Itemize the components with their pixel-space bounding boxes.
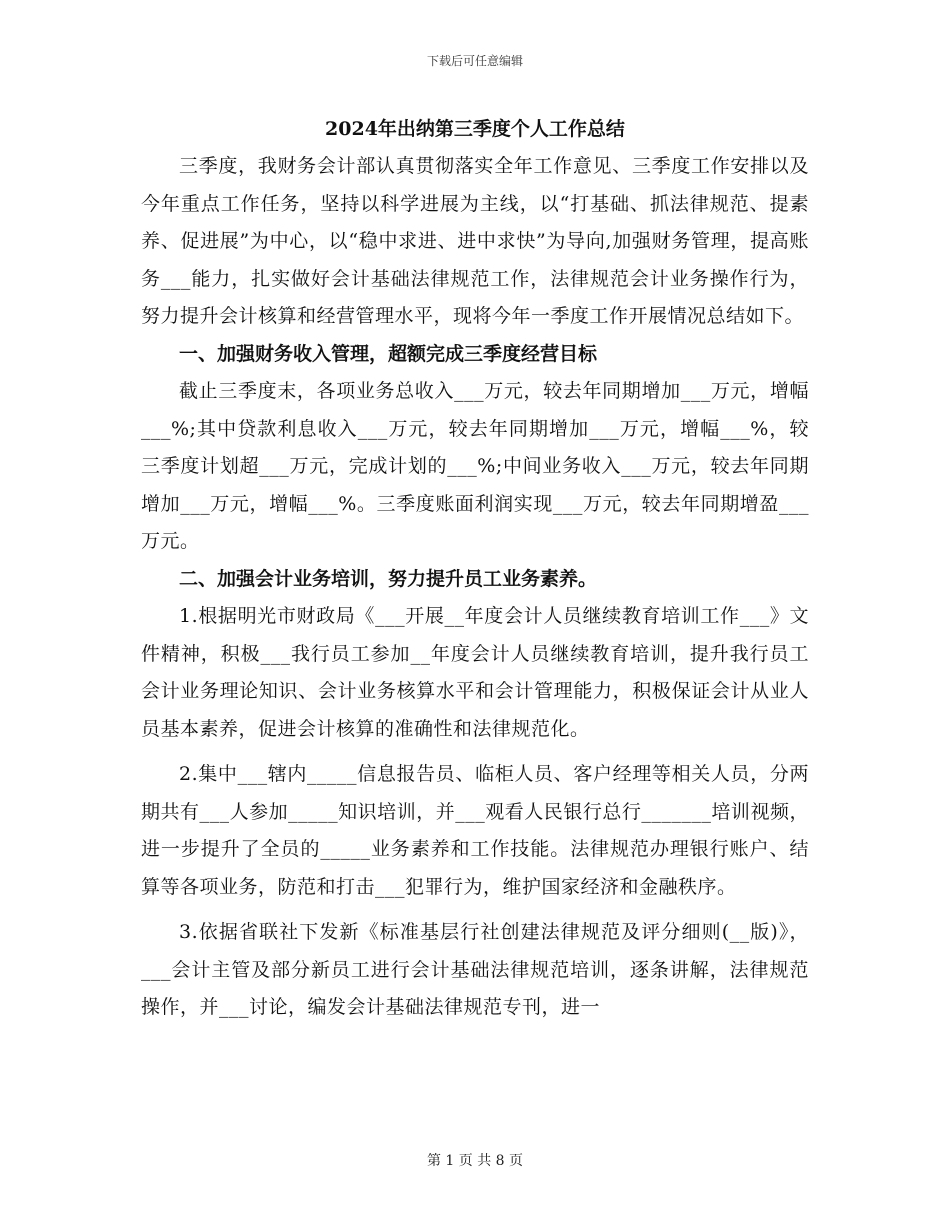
intro-paragraph: 三季度，我财务会计部认真贯彻落实全年工作意见、三季度工作安排以及今年重点工作任务，坚持以科学进展为主线，以“打基础、抓法律规范、提素养、促进展”为中心，以“稳中求进、进中求快”为导向,加强财务管理，提高账务___能力，扎实做好会计基础法律规范工作，法律规范会计业务操作行为，努力提升会计核算和经营管理水平，现将今年一季度工作开展情况总结如下。 — [141, 155, 809, 327]
document-body — [141, 112, 809, 1027]
section-1-heading: 一、加强财务收入管理，超额完成三季度经营目标 — [179, 342, 598, 365]
document-title: 2024年出纳第三季度个人工作总结 — [325, 118, 625, 140]
section-2-item-2: 2.集中___辖内_____信息报告员、临柜人员、客户经理等相关人员，分两期共有___人参加_____知识培训，并___观看人民银行总行_______培训视频，进一步提升了全员的_____业务素养和工作技能。法律规范办理银行账户、结算等各项业务，防范和打击___犯罪行为，维护国家经济和金融秩序。 — [141, 763, 809, 898]
section-2-item-1: 1.根据明光市财政局《___开展__年度会计人员继续教育培训工作___》文件精神，积极___我行员工参加__年度会计人员继续教育培训，提升我行员工会计业务理论知识、会计业务核算水平和会计管理能力，积极保证会计从业人员基本素养，促进会计核算的准确性和法律规范化。 — [141, 605, 809, 740]
page-footer-number: 第 1 页 共 8 页 — [426, 1153, 524, 1169]
section-2-heading: 二、加强会计业务培训，努力提升员工业务素养。 — [179, 567, 598, 590]
page-header-note: 下载后可任意编辑 — [426, 54, 523, 68]
section-2-item-3: 3.依据省联社下发新《标准基层行社创建法律规范及评分细则(__版)》，___会计主管及部分新员工进行会计基础法律规范培训，逐条讲解，法律规范操作，并___讨论，编发会计基础法律规范专刊，进一 — [141, 921, 809, 1018]
section-1-body: 截止三季度末，各项业务总收入___万元，较去年同期增加___万元，增幅___%;其中贷款利息收入___万元，较去年同期增加___万元，增幅___%，较三季度计划超___万元，完成计划的___%;中间业务收入___万元，较去年同期增加___万元，增幅___%。三季度账面利润实现___万元，较去年同期增盈___万元。 — [141, 380, 809, 552]
